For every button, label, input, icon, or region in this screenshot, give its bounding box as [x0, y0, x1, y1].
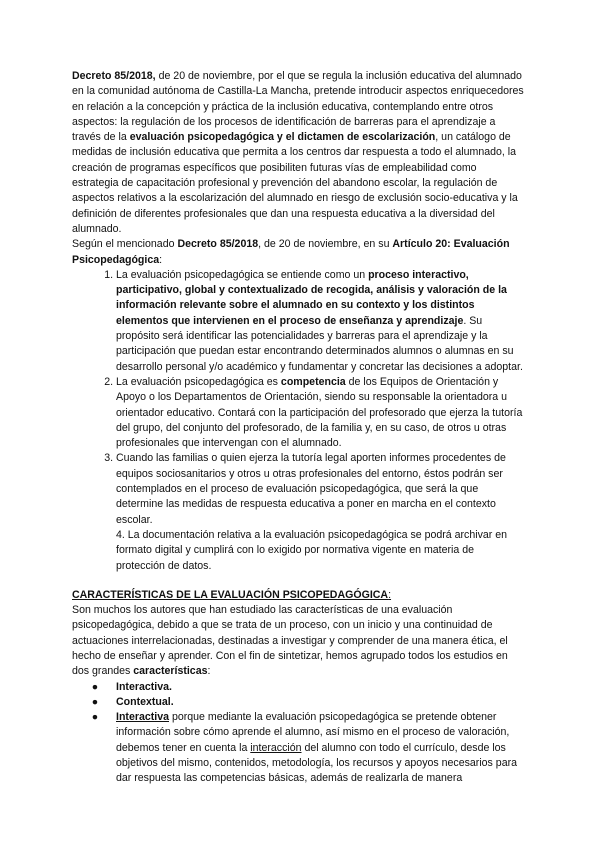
intro-bold-evaluation: evaluación psicopedagógica y el dictamen de escolarización: [129, 131, 436, 144]
characteristics-title: [72, 588, 524, 603]
intro-paragraph: [72, 69, 524, 237]
article-intro-article-ref: Artículo 20: Evaluación Psicopedagógica: [72, 238, 510, 266]
characteristics-intro-bold: características: [133, 665, 208, 678]
characteristics-intro: [72, 603, 524, 679]
article-intro-text-1: Según el mencionado: [72, 238, 178, 251]
characteristic-label: Interactiva.: [116, 680, 172, 693]
article-item-text-1: La evaluación psicopedagógica se entiende como un: [116, 268, 369, 281]
article-item-bold: proceso interactivo, participativo, global y contextualizado de recogida, análisis y valoración de la información relevante sobre el alumnado en su contexto y los distintos elementos que intervienen en el proceso de enseñanza y aprendizaje: [116, 268, 507, 327]
characteristics-list: [72, 680, 524, 787]
intro-text-2: , un catálogo de medidas de inclusión educativa que permita a los centros dar respuesta a todo el alumnado, la creación de programas específicos que posibiliten futuras vías de empleabilidad como estrategia de capacitación profesional y prevención del abandono escolar, la regulación de aspectos relativos a la escolarización del alumnado en riesgo de exclusión socio-educativa y la definición de diferentes profesionales que dan una respuesta educativa a la diversidad del alumnado.: [72, 131, 518, 235]
characteristics-title-suffix: :: [388, 588, 392, 601]
characteristic-label: Contextual.: [116, 695, 174, 708]
characteristic-detail-text-1: porque mediante la evaluación psicopedagógica se pretende obtener información sobre cómo aprende el alumno, así mismo en el proceso de valoración, debemos tener en cuenta la: [116, 711, 510, 754]
characteristic-detail-underlined: interacción: [250, 741, 302, 754]
article-item: [116, 268, 524, 375]
article-item-text-2: de los Equipos de Orientación y Apoyo o los Departamentos de Orientación, siendo su responsable la orientadora u orientador educativo. Contará con la participación del profesorado que ejerza la tutoría del grupo, del conjunto del profesorado, de la familia y, en su caso, de otros u otras profesionales que intervengan con el alumnado.: [116, 375, 523, 450]
intro-decree-ref: Decreto 85/2018,: [72, 70, 156, 82]
bullet-icon: ●: [91, 695, 99, 708]
article-item-text-1: Cuando las familias o quien ejerza la tutoría legal aporten informes procedentes de equipos sociosanitarios y otros u otras profesionales del entorno, éstos podrán ser contemplados en el proceso de evaluación psicopedagógica, que será la que determine las medidas de respuesta educativa a poner en marcha en el contexto escolar.: [116, 452, 506, 526]
document-body: [72, 69, 524, 787]
characteristic-detail-term: Interactiva: [116, 711, 169, 724]
article-intro-paragraph: [72, 237, 524, 268]
article-item-text-2: . Su propósito será identificar las potencialidades y barreras para el aprendizaje y la participación que puedan estar encontrando determinados alumnos o alumnas en su desarrollo personal y/o académico y fundamentar y concretar las decisiones a adoptar.: [116, 314, 523, 373]
characteristics-intro-text: Son muchos los autores que han estudiado las características de una evaluación psicopedagógica, debido a que se trata de un proceso, con un inicio y una continuidad de actuaciones interrelacionadas, destinadas a investigar y comprender de una manera ética, el hecho de enseñar y aprender. Con el fin de sintetizar, hemos agrupado todos los estudios en dos grandes: [72, 604, 508, 678]
article-intro-text-3: :: [159, 253, 163, 266]
article-item-4: 4. La documentación relativa a la evaluación psicopedagógica se podrá archivar en formato digital y cumplirá con lo exigido por normativa vigente en materia de protección de datos.: [116, 528, 508, 572]
characteristics-intro-end: :: [207, 665, 211, 678]
article-item-bold: competencia: [280, 375, 346, 388]
bullet-icon: ●: [91, 711, 99, 724]
article-intro-decree-ref: Decreto 85/2018: [177, 238, 259, 251]
characteristics-title-text: CARACTERÍSTICAS DE LA EVALUACIÓN PSICOPEDAGÓGICA: [72, 588, 389, 601]
characteristics-list-item: [91, 710, 524, 786]
characteristics-list-item: [91, 680, 524, 695]
article-item: [116, 375, 524, 451]
article-item: [116, 451, 524, 527]
characteristics-list-item: [91, 695, 524, 710]
bullet-icon: ●: [91, 680, 99, 693]
article-items-list: [72, 268, 524, 528]
article-item-text-1: La evaluación psicopedagógica es: [116, 375, 281, 388]
characteristic-detail-text-2: del alumno con todo el currículo, desde los objetivos del mismo, contenidos, metodología, los recursos y apoyos necesarios para dar respuesta las competencias básicas, además de realizarla de manera: [116, 741, 518, 785]
intro-text-1: de 20 de noviembre, por el que se regula la inclusión educativa del alumnado en la comunidad autónoma de Castilla-La Mancha, pretende introducir aspectos enriquecedores en relación a la concepción y práctica de la inclusión educativa, contemplando entre otros aspectos: la regulación de los procesos de identificación de barreras para el aprendizaje a través de la: [72, 70, 524, 144]
article-intro-text-2: , de 20 de noviembre, en su: [258, 238, 393, 251]
